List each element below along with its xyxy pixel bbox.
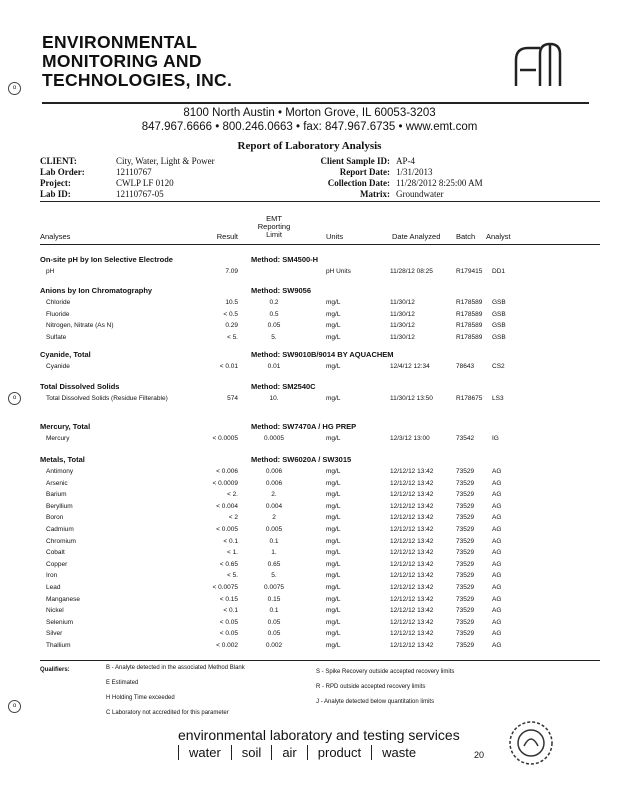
analyst: DD1 bbox=[492, 268, 506, 275]
units: mg/L bbox=[326, 299, 341, 306]
reporting-limit: 0.01 bbox=[267, 363, 281, 370]
project-label: Project: bbox=[40, 178, 71, 188]
analyst: AG bbox=[492, 595, 502, 603]
analyte-name: Beryllium bbox=[46, 502, 73, 510]
date-analyzed: 11/28/12 08:25 bbox=[390, 268, 433, 275]
group-method: Method: SM2540C bbox=[251, 382, 316, 391]
group-header: Cyanide, Total bbox=[40, 350, 91, 359]
units: mg/L bbox=[326, 333, 341, 341]
company-line-2: MONITORING AND bbox=[42, 51, 202, 71]
analyte-name: Selenium bbox=[46, 618, 74, 626]
result-value: < 0.05 bbox=[219, 630, 238, 638]
date-analyzed: 12/12/12 13:42 bbox=[390, 514, 434, 522]
units: mg/L bbox=[326, 395, 341, 402]
table-bottom-divider bbox=[40, 660, 600, 661]
analyst: GSB bbox=[492, 310, 506, 318]
table-row bbox=[40, 395, 600, 406]
table-row bbox=[40, 538, 600, 549]
batch: 73529 bbox=[456, 630, 475, 638]
info-right bbox=[290, 156, 390, 200]
reporting-limit: 0.006 bbox=[265, 468, 283, 475]
batch: 73529 bbox=[456, 502, 475, 510]
project-value: CWLP LF 0120 bbox=[116, 178, 174, 188]
report-title: Report of Laboratory Analysis bbox=[237, 140, 382, 152]
group-method: Method: SW6020A / SW3015 bbox=[251, 455, 352, 464]
units: mg/L bbox=[326, 630, 341, 638]
hole-punch-icon: o bbox=[8, 392, 21, 405]
table-row bbox=[40, 584, 600, 595]
date-analyzed: 12/12/12 13:42 bbox=[390, 502, 434, 510]
footer-word-air: air bbox=[271, 745, 306, 760]
page-number: 20 bbox=[474, 750, 485, 760]
result-value: < 2 bbox=[228, 514, 238, 522]
address-block bbox=[0, 106, 619, 134]
units: mg/L bbox=[326, 642, 341, 649]
contact-line: 847.967.6666 • 800.246.0663 • fax: 847.967.6735 • www.emt.com bbox=[141, 121, 478, 133]
date-analyzed: 12/12/12 13:42 bbox=[390, 642, 434, 649]
table-row bbox=[40, 363, 600, 374]
result-value: < 5. bbox=[226, 572, 238, 580]
result-value: < 1. bbox=[226, 549, 238, 557]
result-value: < 5. bbox=[226, 333, 238, 341]
units: mg/L bbox=[326, 549, 341, 557]
result-value: 0.29 bbox=[225, 322, 238, 330]
units: mg/L bbox=[326, 607, 341, 615]
date-analyzed: 12/12/12 13:42 bbox=[390, 607, 434, 615]
units: mg/L bbox=[326, 491, 341, 499]
col-analyses: Analyses bbox=[40, 232, 71, 241]
result-value: < 0.0005 bbox=[212, 435, 238, 442]
analyst: IG bbox=[492, 435, 499, 442]
analyst: GSB bbox=[492, 333, 506, 341]
batch: 73529 bbox=[456, 514, 475, 522]
client-label: CLIENT: bbox=[40, 156, 77, 166]
analyst: GSB bbox=[492, 299, 506, 306]
result-value: 10.5 bbox=[225, 299, 238, 306]
units: mg/L bbox=[326, 435, 341, 442]
date-analyzed: 12/12/12 13:42 bbox=[390, 618, 434, 626]
qualifiers-label: Qualifiers: bbox=[40, 667, 70, 673]
table-row bbox=[40, 311, 600, 322]
result-value: < 0.0009 bbox=[212, 479, 238, 487]
date-analyzed: 12/12/12 13:42 bbox=[390, 491, 434, 499]
col-analyst: Analyst bbox=[486, 232, 511, 241]
qualifier-s: S - Spike Recovery outside accepted recovery limits bbox=[316, 669, 455, 675]
date-analyzed: 12/12/12 13:42 bbox=[390, 537, 434, 545]
group-method: Method: SW7470A / HG PREP bbox=[251, 422, 357, 431]
qualifier-b: B - Analyte detected in the associated Method Blank bbox=[106, 665, 245, 671]
analyte-name: Nickel bbox=[46, 607, 64, 615]
result-value: < 0.0075 bbox=[212, 584, 238, 591]
hole-punch-icon: o bbox=[8, 82, 21, 95]
units: mg/L bbox=[326, 322, 341, 330]
qualifier-h: H Holding Time exceeded bbox=[106, 695, 175, 701]
hole-punch-icon: o bbox=[8, 700, 21, 713]
table-row bbox=[40, 468, 600, 479]
footer-word-product: product bbox=[307, 745, 371, 760]
reporting-limit: 5. bbox=[271, 333, 277, 341]
batch: 73529 bbox=[456, 537, 475, 545]
table-row bbox=[40, 607, 600, 618]
analyst: CS2 bbox=[492, 363, 505, 370]
analyst: GSB bbox=[492, 322, 506, 330]
reporting-limit: 0.006 bbox=[265, 479, 283, 487]
col-reporting: Reporting bbox=[257, 222, 291, 231]
analyte-name: Fluoride bbox=[46, 310, 70, 318]
reporting-limit: 0.1 bbox=[269, 537, 279, 545]
result-value: < 0.002 bbox=[216, 642, 238, 649]
qualifiers-right bbox=[316, 668, 454, 706]
reporting-limit: 2 bbox=[272, 514, 276, 522]
group-header: Metals, Total bbox=[40, 455, 85, 464]
group-method: Method: SW9010B/9014 BY AQUACHEM bbox=[251, 350, 394, 359]
date-analyzed: 12/12/12 13:42 bbox=[390, 595, 434, 603]
analyst: AG bbox=[492, 607, 502, 615]
units: mg/L bbox=[326, 595, 341, 603]
result-value: < 0.5 bbox=[223, 310, 238, 318]
reporting-limit: 0.15 bbox=[267, 595, 281, 603]
client-value: City, Water, Light & Power bbox=[116, 156, 215, 166]
matrix-value: Groundwater bbox=[396, 189, 444, 199]
result-value: 574 bbox=[227, 395, 238, 402]
result-value: < 0.05 bbox=[219, 618, 238, 626]
units: mg/L bbox=[326, 572, 341, 580]
reporting-limit: 0.5 bbox=[269, 310, 279, 318]
batch: R178589 bbox=[456, 322, 483, 330]
batch: 73529 bbox=[456, 607, 475, 615]
analyst: AG bbox=[492, 514, 502, 522]
batch: R178675 bbox=[456, 395, 483, 402]
date-analyzed: 11/30/12 bbox=[390, 333, 415, 341]
collection-date-label: Collection Date: bbox=[327, 178, 390, 188]
result-value: < 0.15 bbox=[219, 595, 238, 603]
date-analyzed: 11/30/12 13:50 bbox=[390, 395, 433, 402]
result-value: < 0.1 bbox=[223, 607, 238, 615]
analyte-name: Cadmium bbox=[46, 526, 74, 533]
date-analyzed: 12/12/12 13:42 bbox=[390, 630, 434, 638]
reporting-limit: 10. bbox=[269, 395, 279, 402]
units: mg/L bbox=[326, 560, 341, 568]
col-units: Units bbox=[326, 232, 344, 241]
company-line-3: TECHNOLOGIES, INC. bbox=[42, 70, 233, 90]
analyst: LS3 bbox=[492, 395, 504, 402]
batch: 73529 bbox=[456, 491, 475, 499]
group-method: Method: SW9056 bbox=[251, 286, 312, 295]
reporting-limit: 0.005 bbox=[265, 526, 283, 533]
group-header: Anions by Ion Chromatography bbox=[40, 286, 153, 295]
col-limit: Limit bbox=[266, 230, 282, 239]
result-value: < 0.006 bbox=[216, 468, 238, 475]
analyte-name: Mercury bbox=[46, 435, 70, 442]
collection-date-value: 11/28/2012 8:25:00 AM bbox=[396, 178, 483, 188]
group-header: Mercury, Total bbox=[40, 422, 91, 431]
batch: 73529 bbox=[456, 526, 475, 533]
analyte-name: Arsenic bbox=[46, 479, 68, 487]
reporting-limit: 0.0005 bbox=[264, 435, 284, 442]
analyte-name: Iron bbox=[46, 572, 58, 580]
table-row bbox=[40, 503, 600, 514]
client-sample-id-label: Client Sample ID: bbox=[320, 156, 390, 166]
analyte-name: Chloride bbox=[46, 299, 71, 306]
reporting-limit: 0.004 bbox=[265, 502, 283, 510]
table-row bbox=[40, 549, 600, 560]
analyst: AG bbox=[492, 572, 502, 580]
analyst: AG bbox=[492, 560, 502, 568]
col-reporting-limit bbox=[246, 215, 302, 239]
analyte-name: Lead bbox=[46, 584, 61, 591]
units: mg/L bbox=[326, 310, 341, 318]
analyte-name: Cobalt bbox=[46, 549, 65, 557]
batch: R178589 bbox=[456, 333, 483, 341]
reporting-limit: 5. bbox=[271, 572, 277, 580]
reporting-limit: 0.2 bbox=[269, 299, 279, 306]
result-value: < 0.1 bbox=[223, 537, 238, 545]
date-analyzed: 12/12/12 13:42 bbox=[390, 584, 434, 591]
reporting-limit: 0.05 bbox=[267, 630, 281, 638]
lab-order-value: 12110767 bbox=[116, 167, 152, 177]
qualifier-e: E Estimated bbox=[106, 680, 139, 686]
batch: 73529 bbox=[456, 479, 475, 487]
reporting-limit: 0.002 bbox=[265, 642, 283, 649]
analyst: AG bbox=[492, 630, 502, 638]
table-row bbox=[40, 630, 600, 641]
result-value: < 0.005 bbox=[216, 526, 238, 533]
reporting-limit: 2. bbox=[271, 491, 277, 499]
company-name bbox=[42, 33, 232, 90]
info-right-values bbox=[396, 156, 483, 200]
header-divider bbox=[42, 102, 589, 104]
batch: 73542 bbox=[456, 435, 475, 442]
date-analyzed: 11/30/12 bbox=[390, 322, 415, 330]
batch: 73529 bbox=[456, 549, 475, 557]
result-value: < 2. bbox=[226, 491, 238, 499]
batch: 73529 bbox=[456, 584, 475, 591]
table-row bbox=[40, 334, 600, 345]
qualifier-r: R - RPD outside accepted recovery limits bbox=[316, 684, 426, 690]
date-analyzed: 12/3/12 13:00 bbox=[390, 435, 430, 442]
result-value: < 0.004 bbox=[216, 502, 238, 510]
units: mg/L bbox=[326, 514, 341, 522]
units: mg/L bbox=[326, 526, 341, 533]
result-value: < 0.65 bbox=[219, 560, 238, 568]
result-value: 7.09 bbox=[225, 268, 238, 275]
analyst: AG bbox=[492, 479, 502, 487]
table-row bbox=[40, 514, 600, 525]
analyte-name: Antimony bbox=[46, 468, 74, 475]
client-sample-id-value: AP-4 bbox=[396, 156, 416, 166]
units: mg/L bbox=[326, 584, 341, 591]
table-row bbox=[40, 491, 600, 502]
analyte-name: pH bbox=[46, 268, 55, 275]
analyte-name: Silver bbox=[46, 630, 63, 638]
date-analyzed: 12/4/12 12:34 bbox=[390, 363, 430, 370]
col-date-analyzed: Date Analyzed bbox=[392, 232, 441, 241]
date-analyzed: 12/12/12 13:42 bbox=[390, 560, 434, 568]
table-row bbox=[40, 572, 600, 583]
date-analyzed: 12/12/12 13:42 bbox=[390, 549, 434, 557]
table-row bbox=[40, 596, 600, 607]
result-value: < 0.01 bbox=[219, 363, 238, 370]
table-row bbox=[40, 526, 600, 537]
units: mg/L bbox=[326, 618, 341, 626]
units: mg/L bbox=[326, 537, 341, 545]
reporting-limit: 0.05 bbox=[267, 322, 281, 330]
analyte-name: Total Dissolved Solids (Residue Filterable) bbox=[46, 395, 168, 402]
col-result: Result bbox=[216, 232, 238, 241]
analyte-name: Manganese bbox=[46, 595, 80, 603]
table-row bbox=[40, 619, 600, 630]
analyte-name: Thallium bbox=[46, 642, 71, 649]
lab-order-label: Lab Order: bbox=[40, 167, 85, 177]
analyst: AG bbox=[492, 468, 502, 475]
date-analyzed: 11/30/12 bbox=[390, 310, 415, 318]
seal-icon bbox=[508, 720, 554, 766]
group-method: Method: SM4500-H bbox=[251, 255, 319, 264]
batch: 73529 bbox=[456, 468, 475, 475]
footer-word-water: water bbox=[178, 745, 231, 760]
analyst: AG bbox=[492, 642, 502, 649]
batch: 73529 bbox=[456, 560, 475, 568]
analyst: AG bbox=[492, 584, 502, 591]
date-analyzed: 11/30/12 bbox=[390, 299, 415, 306]
batch: R178589 bbox=[456, 299, 483, 306]
table-row bbox=[40, 268, 600, 279]
batch: 73529 bbox=[456, 618, 475, 626]
analyst: AG bbox=[492, 537, 502, 545]
analyte-name: Chromium bbox=[46, 537, 76, 545]
col-emt: EMT bbox=[266, 214, 282, 223]
footer-tagline: environmental laboratory and testing services bbox=[178, 727, 460, 743]
report-date-value: 1/31/2013 bbox=[396, 167, 433, 177]
batch: 73529 bbox=[456, 595, 475, 603]
table-header-divider bbox=[40, 244, 600, 245]
units: mg/L bbox=[326, 502, 341, 510]
matrix-label: Matrix: bbox=[360, 189, 390, 199]
batch: R178589 bbox=[456, 310, 483, 318]
qualifiers-left bbox=[106, 664, 245, 717]
table-row bbox=[40, 299, 600, 310]
footer-word-waste: waste bbox=[371, 745, 426, 760]
group-header: On-site pH by Ion Selective Electrode bbox=[40, 255, 173, 264]
col-batch: Batch bbox=[456, 232, 476, 241]
units: pH Units bbox=[326, 268, 351, 275]
info-left-values bbox=[116, 156, 215, 200]
reporting-limit: 0.05 bbox=[267, 618, 281, 626]
date-analyzed: 12/12/12 13:42 bbox=[390, 468, 434, 475]
date-analyzed: 12/12/12 13:42 bbox=[390, 572, 434, 580]
analyte-name: Nitrogen, Nitrate (As N) bbox=[46, 322, 114, 330]
table-row bbox=[40, 435, 600, 446]
analyst: AG bbox=[492, 618, 502, 626]
table-row bbox=[40, 561, 600, 572]
analyte-name: Boron bbox=[46, 514, 64, 522]
table-row bbox=[40, 322, 600, 333]
reporting-limit: 0.65 bbox=[267, 560, 281, 568]
analyte-name: Barium bbox=[46, 491, 67, 499]
report-date-label: Report Date: bbox=[339, 167, 390, 177]
emt-logo-icon bbox=[510, 40, 568, 90]
analyte-name: Cyanide bbox=[46, 363, 70, 370]
footer-word-soil: soil bbox=[231, 745, 272, 760]
batch: 73529 bbox=[456, 572, 475, 580]
footer-services bbox=[178, 745, 448, 760]
reporting-limit: 1. bbox=[271, 549, 277, 557]
analyte-name: Copper bbox=[46, 560, 68, 568]
analyst: AG bbox=[492, 549, 502, 557]
reporting-limit: 0.0075 bbox=[264, 584, 284, 591]
batch: 73529 bbox=[456, 642, 475, 649]
table-row bbox=[40, 480, 600, 491]
company-line-1: ENVIRONMENTAL bbox=[42, 32, 198, 52]
reporting-limit: 0.1 bbox=[269, 607, 279, 615]
date-analyzed: 12/12/12 13:42 bbox=[390, 526, 434, 533]
units: mg/L bbox=[326, 363, 341, 370]
batch: 78643 bbox=[456, 363, 475, 370]
analyte-name: Sulfate bbox=[46, 333, 67, 341]
batch: R179415 bbox=[456, 268, 483, 275]
info-divider bbox=[40, 201, 600, 202]
group-header: Total Dissolved Solids bbox=[40, 382, 120, 391]
analyst: AG bbox=[492, 526, 502, 533]
date-analyzed: 12/12/12 13:42 bbox=[390, 479, 434, 487]
qualifier-j: J - Analyte detected below quantitation limits bbox=[316, 699, 435, 705]
units: mg/L bbox=[326, 468, 341, 475]
address-line: 8100 North Austin • Morton Grove, IL 60053-3203 bbox=[183, 107, 436, 119]
lab-id-value: 12110767-05 bbox=[116, 189, 164, 199]
analyst: AG bbox=[492, 502, 502, 510]
info-left bbox=[40, 156, 85, 200]
lab-id-label: Lab ID: bbox=[40, 189, 71, 199]
units: mg/L bbox=[326, 479, 341, 487]
analyst: AG bbox=[492, 491, 502, 499]
table-row bbox=[40, 642, 600, 653]
qualifier-c: C Laboratory not accredited for this parameter bbox=[106, 710, 229, 716]
